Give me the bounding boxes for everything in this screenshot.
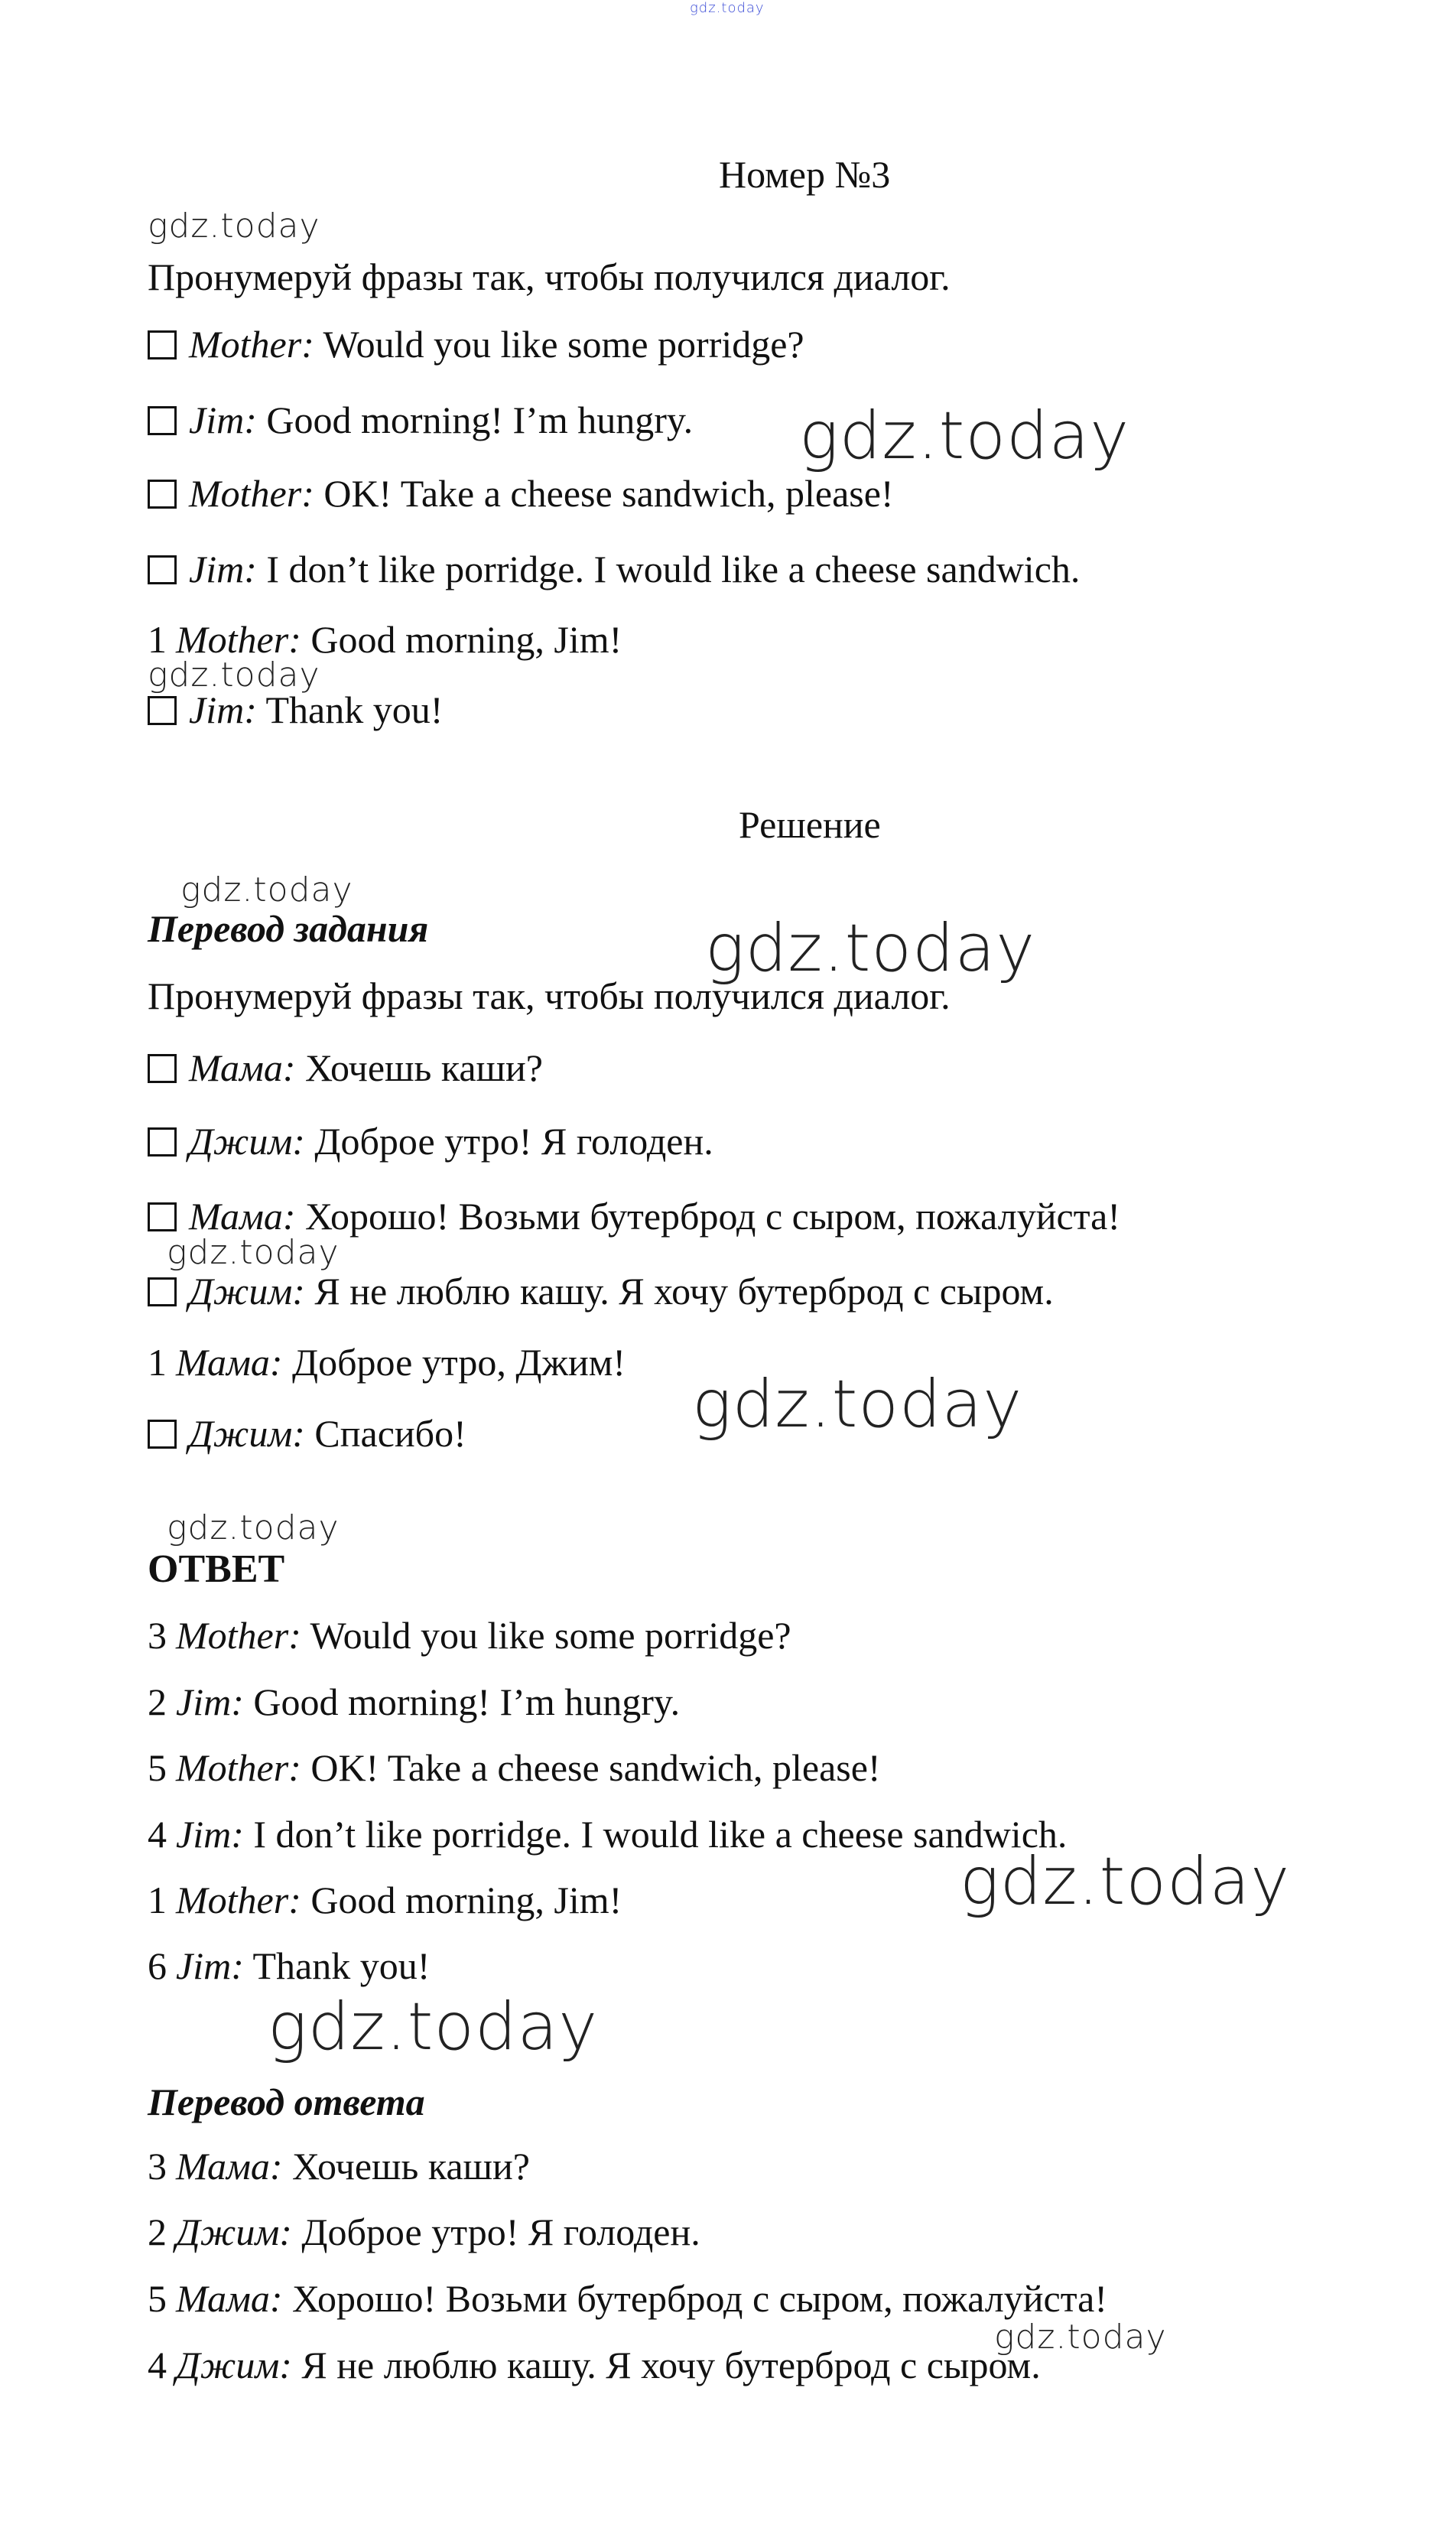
line-number: 4 bbox=[148, 1813, 167, 1856]
task-line bbox=[148, 546, 1080, 592]
speaker: Jim: bbox=[189, 548, 257, 590]
line-text: Я не люблю кашу. Я хочу бутерброд с сыром. bbox=[314, 1270, 1054, 1313]
line-text: Хорошо! Возьми бутерброд с сыром, пожалуйста! bbox=[292, 2277, 1108, 2320]
line-text: Would you like some porridge? bbox=[310, 1614, 791, 1657]
speaker: Mother: bbox=[176, 1879, 301, 1921]
checkbox bbox=[148, 330, 177, 359]
answer-line bbox=[148, 1745, 881, 1791]
speaker: Mother: bbox=[176, 1746, 301, 1789]
watermark: gdz.today bbox=[799, 398, 1130, 474]
speaker: Джим: bbox=[189, 1412, 305, 1455]
solution-line bbox=[148, 1193, 1120, 1239]
line-text: Good morning, Jim! bbox=[310, 618, 622, 661]
task-title: Номер №3 bbox=[719, 153, 891, 196]
line-number: 3 bbox=[148, 2145, 167, 2188]
solution-line bbox=[148, 1410, 466, 1456]
line-text: Would you like some porridge? bbox=[323, 323, 804, 366]
line-text: I don’t like porridge. I would like a cheese sandwich. bbox=[266, 548, 1081, 590]
line-number: 1 bbox=[148, 618, 167, 661]
speaker: Jim: bbox=[176, 1813, 244, 1856]
watermark: gdz.today bbox=[167, 1508, 340, 1547]
task-instruction: Пронумеруй фразы так, чтобы получился диалог. bbox=[148, 255, 951, 298]
speaker: Джим: bbox=[176, 2211, 292, 2253]
line-text: Good morning, Jim! bbox=[310, 1879, 622, 1921]
speaker: Джим: bbox=[189, 1270, 305, 1313]
line-text: Хочешь каши? bbox=[292, 2145, 531, 2188]
line-text: Хорошо! Возьми бутерброд с сыром, пожалуйста! bbox=[305, 1195, 1121, 1238]
speaker: Мама: bbox=[189, 1195, 296, 1238]
solution-instruction: Пронумеруй фразы так, чтобы получился диалог. bbox=[148, 974, 951, 1017]
watermark: gdz.today bbox=[167, 1233, 340, 1272]
watermark: gdz.today bbox=[994, 2318, 1167, 2357]
line-text: Thank you! bbox=[252, 1944, 431, 1987]
watermark: gdz.today bbox=[268, 1989, 599, 2065]
checkbox bbox=[148, 1420, 177, 1449]
line-text: Good morning! I’m hungry. bbox=[253, 1680, 681, 1723]
answer-translation-line bbox=[148, 2276, 1107, 2321]
checkbox bbox=[148, 406, 177, 435]
answer-line bbox=[148, 1811, 1067, 1857]
speaker: Mother: bbox=[189, 323, 314, 366]
line-number: 4 bbox=[148, 2344, 167, 2386]
answer-line bbox=[148, 1877, 622, 1923]
line-text: OK! Take a cheese sandwich, please! bbox=[323, 472, 894, 515]
speaker: Jim: bbox=[189, 399, 257, 441]
task-line bbox=[148, 321, 804, 367]
checkbox bbox=[148, 1277, 177, 1306]
speaker: Mother: bbox=[176, 618, 301, 661]
speaker: Мама: bbox=[176, 2277, 283, 2320]
answer-translation-line bbox=[148, 2209, 700, 2255]
line-number: 2 bbox=[148, 2211, 167, 2253]
line-number: 3 bbox=[148, 1614, 167, 1657]
line-text: Хочешь каши? bbox=[305, 1046, 544, 1089]
checkbox bbox=[148, 696, 177, 725]
line-text: I don’t like porridge. I would like a cheese sandwich. bbox=[253, 1813, 1068, 1856]
line-number: 6 bbox=[148, 1944, 167, 1987]
task-line bbox=[148, 470, 894, 516]
line-number: 5 bbox=[148, 1746, 167, 1789]
watermark: gdz.today bbox=[692, 1366, 1023, 1443]
line-number: 2 bbox=[148, 1680, 167, 1723]
speaker: Jim: bbox=[189, 688, 257, 731]
line-text: Доброе утро! Я голоден. bbox=[314, 1120, 713, 1163]
answer-line bbox=[148, 1612, 791, 1658]
solution-line bbox=[148, 1118, 713, 1164]
speaker: Мама: bbox=[176, 1341, 283, 1384]
solution-line bbox=[148, 1045, 543, 1091]
translation-heading: Перевод задания bbox=[148, 907, 429, 950]
speaker: Jim: bbox=[176, 1944, 244, 1987]
watermark-top: gdz.today bbox=[690, 0, 765, 16]
task-line bbox=[148, 397, 693, 443]
line-text: Доброе утро, Джим! bbox=[292, 1341, 626, 1384]
answer-heading: ОТВЕТ bbox=[148, 1547, 285, 1591]
speaker: Mother: bbox=[189, 472, 314, 515]
speaker: Mother: bbox=[176, 1614, 301, 1657]
line-text: OK! Take a cheese sandwich, please! bbox=[310, 1746, 881, 1789]
watermark: gdz.today bbox=[148, 207, 320, 246]
checkbox bbox=[148, 480, 177, 509]
line-text: Доброе утро! Я голоден. bbox=[301, 2211, 700, 2253]
speaker: Jim: bbox=[176, 1680, 244, 1723]
line-text: Спасибо! bbox=[314, 1412, 466, 1455]
speaker: Джим: bbox=[189, 1120, 305, 1163]
solution-title: Решение bbox=[739, 803, 881, 846]
watermark: gdz.today bbox=[148, 656, 320, 695]
watermark: gdz.today bbox=[180, 870, 353, 909]
checkbox bbox=[148, 1054, 177, 1083]
answer-line bbox=[148, 1679, 680, 1725]
line-number: 1 bbox=[148, 1341, 167, 1384]
watermark: gdz.today bbox=[960, 1843, 1291, 1920]
line-number: 1 bbox=[148, 1879, 167, 1921]
checkbox bbox=[148, 1127, 177, 1157]
task-line bbox=[148, 687, 443, 733]
speaker: Джим: bbox=[176, 2344, 292, 2386]
line-text: Good morning! I’m hungry. bbox=[266, 399, 694, 441]
line-text: Thank you! bbox=[265, 688, 444, 731]
answer-translation-line bbox=[148, 2143, 530, 2189]
line-number: 5 bbox=[148, 2277, 167, 2320]
speaker: Мама: bbox=[189, 1046, 296, 1089]
checkbox bbox=[148, 555, 177, 584]
answer-translation-line bbox=[148, 2342, 1041, 2388]
solution-line bbox=[148, 1268, 1054, 1314]
line-text: Я не люблю кашу. Я хочу бутерброд с сыром. bbox=[301, 2344, 1041, 2386]
solution-line bbox=[148, 1339, 626, 1385]
answer-translation-heading: Перевод ответа bbox=[148, 2080, 425, 2123]
watermark: gdz.today bbox=[705, 910, 1036, 987]
speaker: Мама: bbox=[176, 2145, 283, 2188]
checkbox bbox=[148, 1202, 177, 1231]
answer-line bbox=[148, 1943, 430, 1989]
